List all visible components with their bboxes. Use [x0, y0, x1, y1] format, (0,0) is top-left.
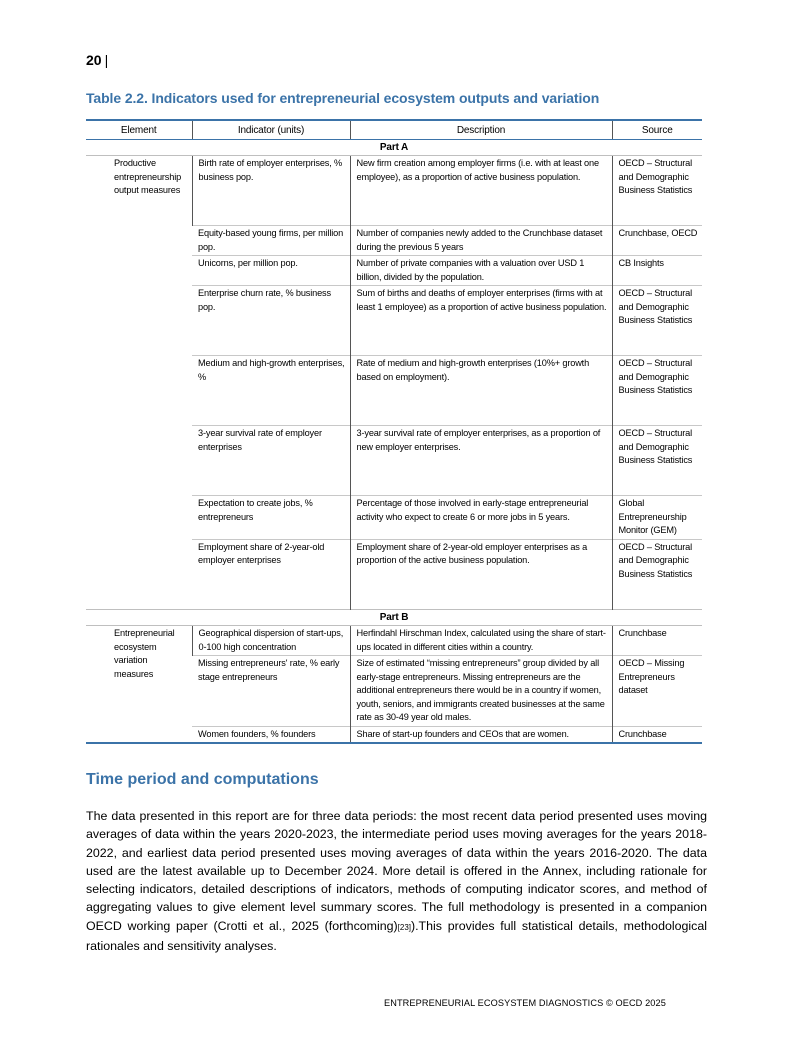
table-title: Table 2.2. Indicators used for entrepreneurial ecosystem outputs and variation	[86, 90, 600, 106]
source-cell: OECD – Structural and Demographic Business Statistics	[612, 426, 702, 496]
description-cell: Herfindahl Hirschman Index, calculated using the share of start-ups located in different cities within a country.	[350, 626, 612, 656]
element-cell: Productive entrepreneurship output measures	[114, 158, 182, 195]
source-cell: OECD – Missing Entrepreneurs dataset	[612, 656, 702, 727]
source-cell: Global Entrepreneurship Monitor (GEM)	[612, 496, 702, 540]
description-cell: Number of private companies with a valuation over USD 1 billion, divided by the population.	[350, 256, 612, 286]
header-element: Element	[86, 120, 192, 139]
indicator-cell: Expectation to create jobs, % entrepreneurs	[192, 496, 350, 540]
description-cell: Employment share of 2-year-old employer enterprises as a proportion of the active business population.	[350, 539, 612, 609]
description-cell: Number of companies newly added to the Crunchbase dataset during the previous 5 years	[350, 226, 612, 256]
indicator-cell: Missing entrepreneurs' rate, % early stage entrepreneurs	[192, 656, 350, 727]
part-a-label: Part A	[86, 139, 702, 156]
part-b-row	[86, 609, 702, 626]
reference-link[interactable]: [23]	[397, 922, 411, 932]
indicators-table	[86, 119, 702, 744]
part-b-label: Part B	[86, 609, 702, 626]
indicator-cell: Equity-based young firms, per million pop.	[192, 226, 350, 256]
indicator-cell: Enterprise churn rate, % business pop.	[192, 286, 350, 356]
source-cell: OECD – Structural and Demographic Business Statistics	[612, 156, 702, 226]
paragraph-text-end: ).This provides full statistical details, methodological rationales and sensitivity analyses.	[86, 918, 707, 954]
header-indicator: Indicator (units)	[192, 120, 350, 139]
description-cell: 3-year survival rate of employer enterprises, as a proportion of new employer enterprises.	[350, 426, 612, 496]
page-number-separator: |	[104, 52, 109, 68]
header-description: Description	[350, 120, 612, 139]
table-row	[86, 156, 702, 226]
indicator-cell: Women founders, % founders	[192, 726, 350, 743]
indicator-cell: 3-year survival rate of employer enterprises	[192, 426, 350, 496]
indicator-cell: Unicorns, per million pop.	[192, 256, 350, 286]
description-cell: Percentage of those involved in early-stage entrepreneurial activity who expect to create 6 or more jobs in 5 years.	[350, 496, 612, 540]
section-heading: Time period and computations	[86, 771, 319, 788]
page-number: 20 |	[86, 52, 109, 68]
paragraph-text: The data presented in this report are for three data periods: the most recent data period presented uses moving averages of data within the years 2020-2023, the intermediate period uses moving averages for the years 2018-2022, and earliest data period presented uses moving averages of data within the years 2016-2020. The data used are the latest available up to December 2024. More detail is offered in the Annex, including rationale for selecting indicators, detailed descriptions of indicators, methods of computing indicator scores, and method of aggregating values to give element level summary scores. The full methodology is presented in a companion OECD working paper (Crotti et al., 2025 (forthcoming)	[86, 809, 707, 933]
indicator-cell: Birth rate of employer enterprises, % business pop.	[192, 156, 350, 226]
table-header-row	[86, 120, 702, 139]
header-source: Source	[612, 120, 702, 139]
source-cell: CB Insights	[612, 256, 702, 286]
page-footer: ENTREPRENEURIAL ECOSYSTEM DIAGNOSTICS © OECD 2025	[384, 998, 666, 1008]
indicator-cell: Employment share of 2-year-old employer enterprises	[192, 539, 350, 609]
body-paragraph	[86, 807, 707, 955]
indicator-cell: Medium and high-growth enterprises, %	[192, 356, 350, 426]
element-cell: Entrepreneurial ecosystem variation measures	[86, 626, 192, 744]
description-cell: New firm creation among employer firms (i.e. with at least one employee), as a proportion of active business population.	[350, 156, 612, 226]
description-cell: Sum of births and deaths of employer enterprises (firms with at least 1 employee) as a proportion of active business population.	[350, 286, 612, 356]
source-cell: OECD – Structural and Demographic Business Statistics	[612, 539, 702, 609]
indicator-cell: Geographical dispersion of start-ups, 0-100 high concentration	[192, 626, 350, 656]
table-row	[86, 626, 702, 656]
description-cell: Rate of medium and high-growth enterprises (10%+ growth based on employment).	[350, 356, 612, 426]
source-cell: OECD – Structural and Demographic Business Statistics	[612, 356, 702, 426]
source-cell: Crunchbase	[612, 626, 702, 656]
part-a-row	[86, 139, 702, 156]
source-cell: Crunchbase, OECD	[612, 226, 702, 256]
description-cell: Share of start-up founders and CEOs that are women.	[350, 726, 612, 743]
source-cell: OECD – Structural and Demographic Business Statistics	[612, 286, 702, 356]
source-cell: Crunchbase	[612, 726, 702, 743]
description-cell: Size of estimated “missing entrepreneurs” group divided by all early-stage entrepreneurs. Missing entrepreneurs are the additional entrepreneurs there would be in a country if women, youth, seniors, and immigrants created businesses at the same rate as 30-49 year old males.	[350, 656, 612, 727]
